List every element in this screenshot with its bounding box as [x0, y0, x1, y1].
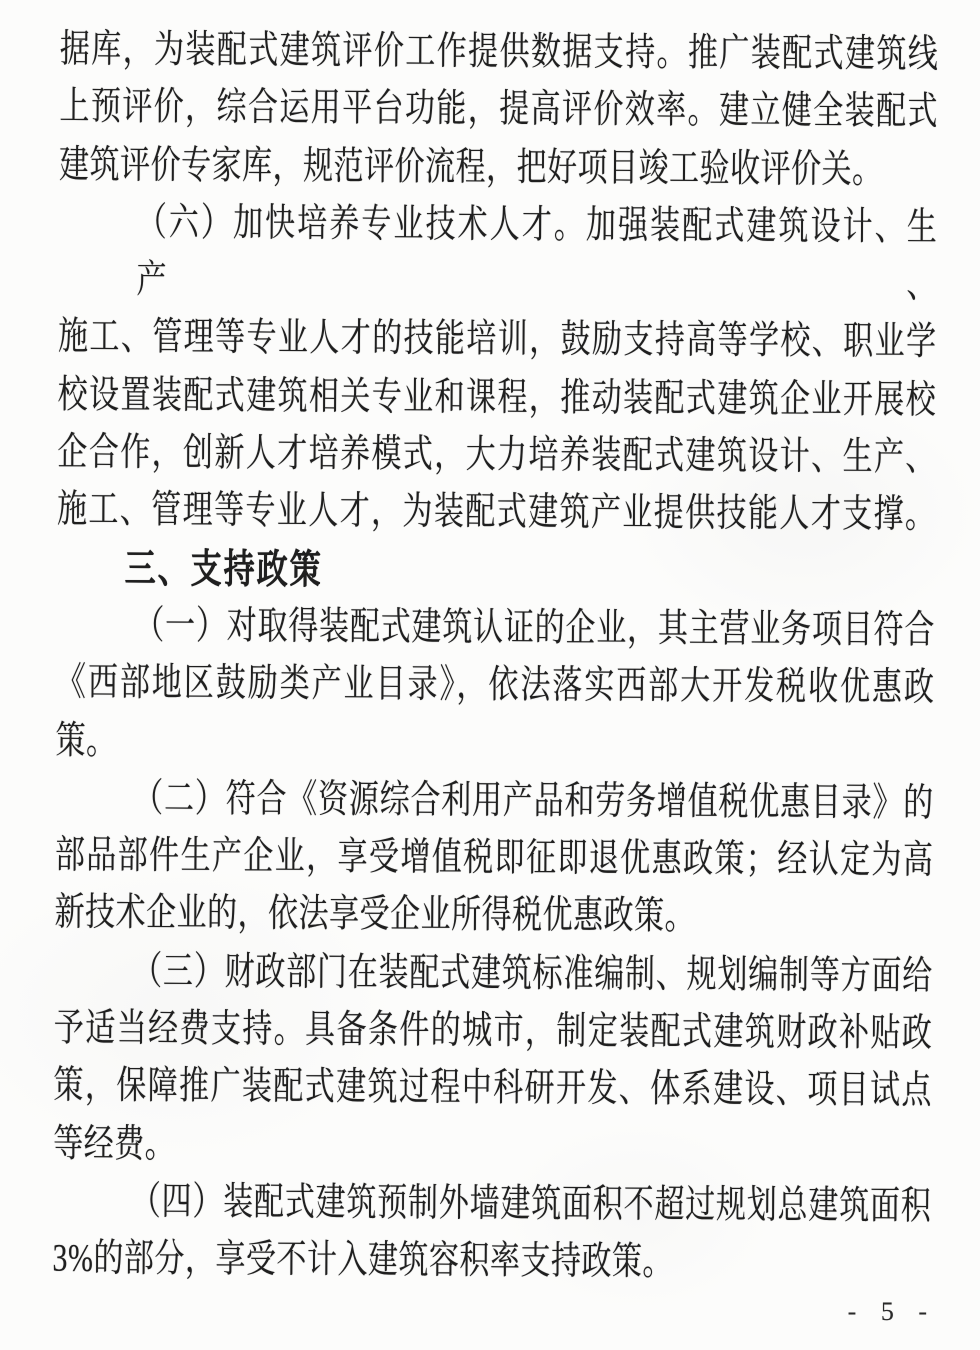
doc-line: 部品部件生产企业，享受增值税即征即退优惠政策；经认定为高	[54, 834, 934, 883]
document-body	[52, 21, 938, 1293]
page-number: - 5 -	[847, 1297, 936, 1326]
doc-line: 施工、管理等专业人才的技能培训，鼓励支持高等学校、职业学	[57, 315, 937, 365]
doc-line: 策。	[55, 718, 117, 763]
doc-line: 校设置装配式建筑相关专业和课程，推动装配式建筑企业开展校	[57, 373, 936, 422]
doc-line-item-four: （四）装配式建筑预制外墙建筑面积不超过规划总建筑面积	[130, 1179, 931, 1228]
section-heading-support-policies: 三、支持政策	[124, 545, 323, 592]
doc-line: 建筑评价专家库，规范评价流程，把好项目竣工验收评价关。	[59, 142, 883, 191]
doc-line: 企合作，创新人才培养模式，大力培养装配式建筑设计、生产、	[57, 430, 936, 480]
doc-line-item-one: （一）对取得装配式建筑认证的企业，其主营业务项目符合	[134, 604, 935, 652]
doc-line: 3%的部分，享受不计入建筑容积率支持政策。	[52, 1237, 674, 1284]
doc-line: 等经费。	[53, 1121, 176, 1166]
doc-line: 策，保障推广装配式建筑过程中科研开发、体系建设、项目试点	[53, 1064, 932, 1113]
doc-line: 据库，为装配式建筑评价工作提供数据支持。推广装配式建筑线	[59, 27, 938, 77]
doc-line: 施工、管理等专业人才，为装配式建筑产业提供技能人才支撑。	[56, 488, 936, 537]
doc-line: 《西部地区鼓励类产业目录》，依法落实西部大开发税收优惠政	[55, 661, 935, 710]
doc-line-item-six: （六）加快培养专业技术人才。加强装配式建筑设计、生产、	[136, 201, 937, 307]
doc-line: 上预评价，综合运用平台功能，提高评价效率。建立健全装配式	[59, 85, 938, 134]
doc-line-item-three: （三）财政部门在装配式建筑标准编制、规划编制等方面给	[132, 949, 933, 998]
doc-line: 新技术企业的，依法享受企业所得税优惠政策。	[54, 891, 696, 939]
doc-line: 予适当经费支持。具备条件的城市，制定装配式建筑财政补贴政	[53, 1006, 932, 1056]
doc-line-item-two: （二）符合《资源综合利用产品和劳务增值税优惠目录》的	[133, 776, 934, 825]
